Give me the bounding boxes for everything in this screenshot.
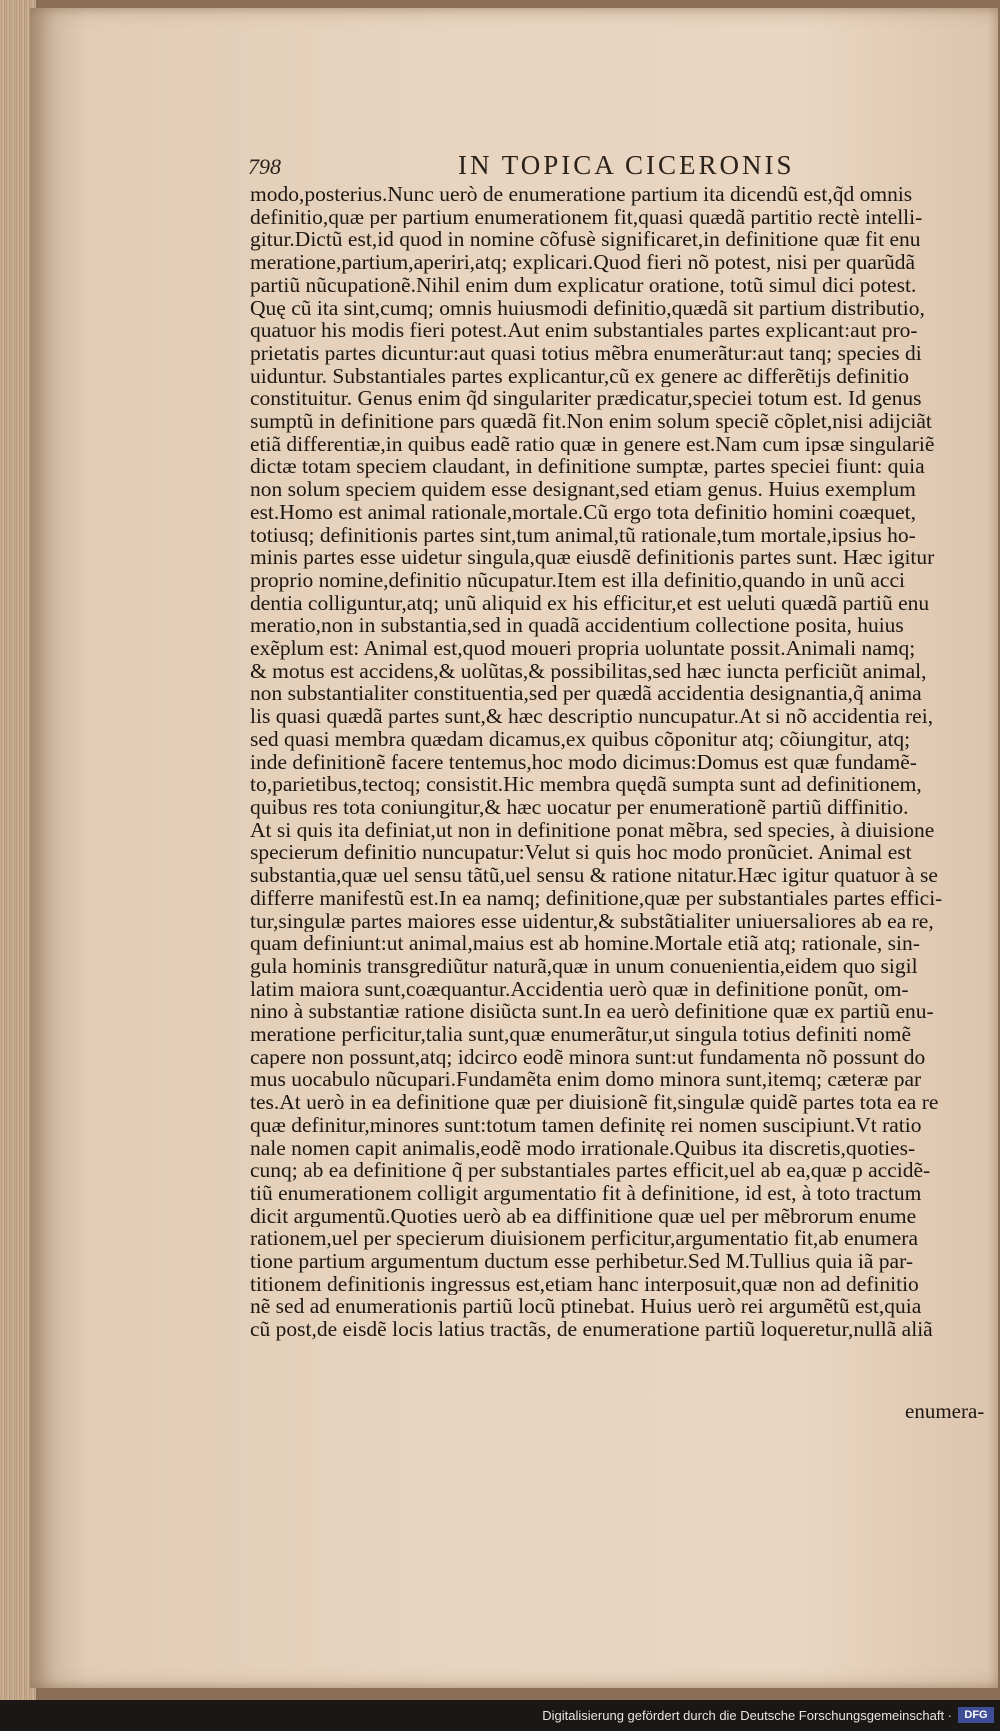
text-line: exẽplum est: Animal est,quod moueri propria uoluntate possit.Animali namq; xyxy=(250,637,916,660)
text-line: differre manifestũ est.In ea namq; definitione,quæ per substantiales partes effici- xyxy=(250,886,943,910)
text-line: substantia,quæ uel sensu tãtũ,uel sensu & ratione nitatur.Hæc igitur quatuor à se xyxy=(250,864,938,887)
text-line: totiusq; definitionis partes sint,tum animal,tũ rationale,tum mortale,ipsius ho- xyxy=(250,523,916,547)
text-line: quam definiunt:ut animal,maius est ab homine.Mortale etiã atq; rationale, sin- xyxy=(250,932,920,955)
text-line: lis quasi quædã partes sunt,& hæc descriptio nuncupatur.At si nõ accidentia rei, xyxy=(250,705,934,728)
text-line: rationem,uel per specierum diuisionem perficitur,argumentatio fit,ab enumera xyxy=(250,1227,918,1251)
text-line: meratione perficitur,talia sunt,quæ enumerãtur,ut singula totius definiti nomẽ xyxy=(250,1023,912,1046)
text-line: quæ definitur,minores sunt:totum tamen definitę rei nomen suscipiunt.Vt ratio xyxy=(250,1113,922,1137)
page-number: 798 xyxy=(248,154,281,179)
text-line: dictæ totam speciem claudant, in definitione sumptæ, partes speciei fiunt: quia xyxy=(250,455,925,479)
running-title: IN TOPICA CICERONIS xyxy=(458,150,795,180)
text-line: nino à substantiæ ratione disiũcta sunt.In ea uerò definitione quæ ex partiũ enu- xyxy=(250,1000,934,1024)
text-line: proprio nomine,definitio nũcupatur.Item est illa definitio,quando in unũ acci xyxy=(250,568,905,592)
text-line: nẽ sed ad enumerationis partiũ locũ ptinebat. Huius uerò rei argumẽtũ est,quia xyxy=(250,1295,922,1319)
text-line: etiã differentiæ,in quibus eadẽ ratio quæ in genere est.Nam cum ipsæ singulariẽ xyxy=(250,432,935,456)
text-line: mus uocabulo nũcupari.Fundamẽta enim domo minora sunt,itemq; cæteræ par xyxy=(250,1068,922,1092)
text-line: sumptũ in definitione pars quædã fit.Non enim solum speciẽ cõplet,nisi adijciãt xyxy=(250,410,932,433)
text-line: partiũ nũcupationẽ.Nihil enim dum explicatur oratione, totũ simul dici potest. xyxy=(250,273,917,297)
text-line: non solum speciem quidem esse designant,sed etiam genus. Huius exemplum xyxy=(250,478,916,501)
text-line: dentia colliguntur,atq; unũ aliquid ex his efficitur,et est ueluti quædã partiũ enu xyxy=(250,591,930,615)
text-line: dicit argumentũ.Quoties uerò ab ea diffinitione quæ uel per mẽbrorum enume xyxy=(250,1204,917,1228)
footer-credit: Digitalisierung gefördert durch die Deutsche Forschungsgemeinschaft · xyxy=(542,1708,952,1723)
text-line: sed quasi membra quædam dicamus,ex quibus cõponitur atq; cõiungitur, atq; xyxy=(250,727,911,751)
page-header xyxy=(248,150,968,182)
text-line: capere non possunt,atq; idcirco eodẽ minora sunt:ut fundamenta nõ possunt do xyxy=(250,1045,926,1069)
catchword: enumera- xyxy=(905,1399,985,1423)
text-line: tur,singulæ partes maiores esse uidentur,& substãtialiter uniuersaliores ab ea re, xyxy=(250,909,934,933)
text-line: gula hominis transgrediũtur naturã,quæ in unum conuenientia,eidem quo sigil xyxy=(250,954,918,978)
text-line: At si quis ita definiat,ut non in definitione ponat mẽbra, sed species, à diuisione xyxy=(250,818,935,842)
text-line: minis partes esse uidetur singula,quæ eiusdẽ definitionis partes sunt. Hæc igitur xyxy=(250,546,935,569)
dfg-logo: DFG xyxy=(958,1707,994,1723)
text-line: tiũ enumerationem colligit argumentatio fit à definitione, id est, à toto tractum xyxy=(250,1181,922,1205)
text-line: modo,posterius.Nunc uerò de enumeratione partium ita dicendũ est,q̃d omnis xyxy=(250,183,913,206)
text-line: & motus est accidens,& uolũtas,& possibilitas,sed hæc iuncta perficiũt animal, xyxy=(250,659,927,683)
text-line: titionem definitionis ingressus est,etiam hanc interposuit,quæ non ad definitio xyxy=(250,1272,919,1296)
text-line: definitio,quæ per partium enumerationem fit,quasi quædã partitio rectè intelli- xyxy=(250,205,923,229)
text-line: specierum definitio nuncupatur:Velut si quis hoc modo pronũciet. Animal est xyxy=(250,841,912,865)
body-text xyxy=(250,183,965,1341)
text-line: non substantialiter constituentia,sed per quædã accidentia designantia,q̃ anima xyxy=(250,682,922,706)
text-line: meratio,non in substantia,sed in quadã accidentium collectione posita, huius xyxy=(250,614,904,638)
text-line: Quę cũ ita sint,cumq; omnis huiusmodi definitio,quædã sit partium distributio, xyxy=(250,296,925,320)
text-line: cunq; ab ea definitione q̃ per substantiales partes efficit,uel ab ea,quæ p accidẽ- xyxy=(250,1159,931,1182)
text-line: constituitur. Genus enim q̃d singulariter prædicatur,speciei totum est. Id genus xyxy=(250,387,922,411)
text-line: quibus res tota coniungitur,& hæc uocatur per enumerationẽ partiũ diffinitio. xyxy=(250,795,909,819)
text-line: quatuor his modis fieri potest.Aut enim substantiales partes explicant:aut pro- xyxy=(250,319,918,342)
text-line: cũ post,de eisdẽ locis latius tractãs, de enumeratione partiũ loqueretur,nullã aliã xyxy=(250,1318,933,1341)
text-line: uiduntur. Substantiales partes explicantur,cũ ex genere ac differẽtijs definitio xyxy=(250,364,910,388)
text-line: gitur.Dictũ est,id quod in nomine cõfusè significaret,in definitione quæ fit enu xyxy=(250,228,921,252)
text-line: tione partium argumentum ductum esse perhibetur.Sed M.Tullius quia iã par- xyxy=(250,1250,913,1273)
text-line: latim maiora sunt,coæquantur.Accidentia uerò quæ in definitione ponũt, om- xyxy=(250,977,909,1001)
text-line: est.Homo est animal rationale,mortale.Cũ ergo tota definitio homini coæquet, xyxy=(250,500,916,524)
text-line: nale nomen capit animalis,eodẽ modo irrationale.Quibus ita discretis,quoties- xyxy=(250,1136,916,1160)
text-line: prietatis partes dicuntur:aut quasi totius mẽbra enumerãtur:aut tanq; species di xyxy=(250,341,922,365)
footer-bar xyxy=(0,1700,1000,1731)
text-line: to,parietibus,tectoq; consistit.Hic membra quędã sumpta sunt ad definitionem, xyxy=(250,773,922,796)
text-line: tes.At uerò in ea definitione quæ per diuisionẽ fit,singulæ quidẽ partes tota ea re xyxy=(250,1091,939,1114)
text-line: inde definitionẽ facere tentemus,hoc modo dicimus:Domus est quæ fundamẽ- xyxy=(250,750,917,774)
text-line: meratione,partium,aperiri,atq; explicari.Quod fieri nõ potest, nisi per quarũdã xyxy=(250,251,916,274)
